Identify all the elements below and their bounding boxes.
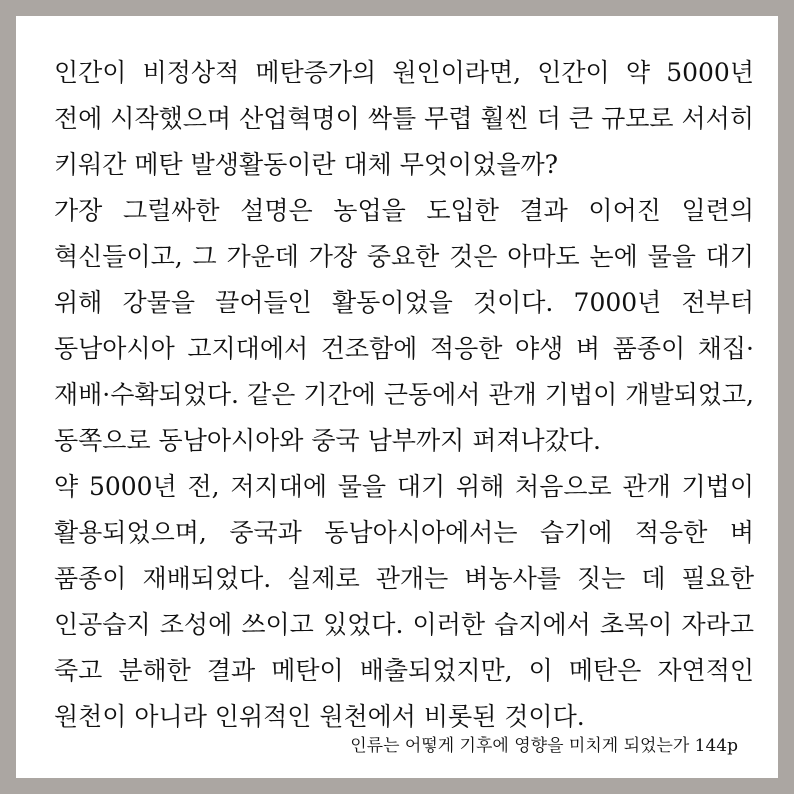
- text-card: [16, 16, 778, 778]
- source-citation: 인류는 어떻게 기후에 영향을 미치게 되었는가 144p: [350, 736, 738, 756]
- paragraph-1: 인간이 비정상적 메탄증가의 원인이라면, 인간이 약 5000년 전에 시작했으며 산업혁명이 싹틀 무렵 훨씬 더 큰 규모로 서서히 키워간 메탄 발생활동이란 대체 무엇이었을까?: [54, 58, 754, 179]
- body-text: [54, 50, 754, 740]
- paragraph-3: 약 5000년 전, 저지대에 물을 대기 위해 처음으로 관개 기법이 활용되었으며, 중국과 동남아시아에서는 습기에 적응한 벼 품종이 재배되었다. 실제로 관개는 벼농사를 짓는 데 필요한 인공습지 조성에 쓰이고 있었다. 이러한 습지에서 초목이 자라고 죽고 분해한 결과 메탄이 배출되었지만, 이 메탄은 자연적인 원천이 아니라 인위적인 원천에서 비롯된 것이다.: [54, 472, 754, 731]
- paragraph-2: 가장 그럴싸한 설명은 농업을 도입한 결과 이어진 일련의 혁신들이고, 그 가운데 가장 중요한 것은 아마도 논에 물을 대기 위해 강물을 끌어들인 활동이었을 것이다. 7000년 전부터 동남아시아 고지대에서 건조함에 적응한 야생 벼 품종이 채집·재배·수확되었다. 같은 기간에 근동에서 관개 기법이 개발되었고, 동쪽으로 동남아시아와 중국 남부까지 퍼져나갔다.: [54, 196, 754, 455]
